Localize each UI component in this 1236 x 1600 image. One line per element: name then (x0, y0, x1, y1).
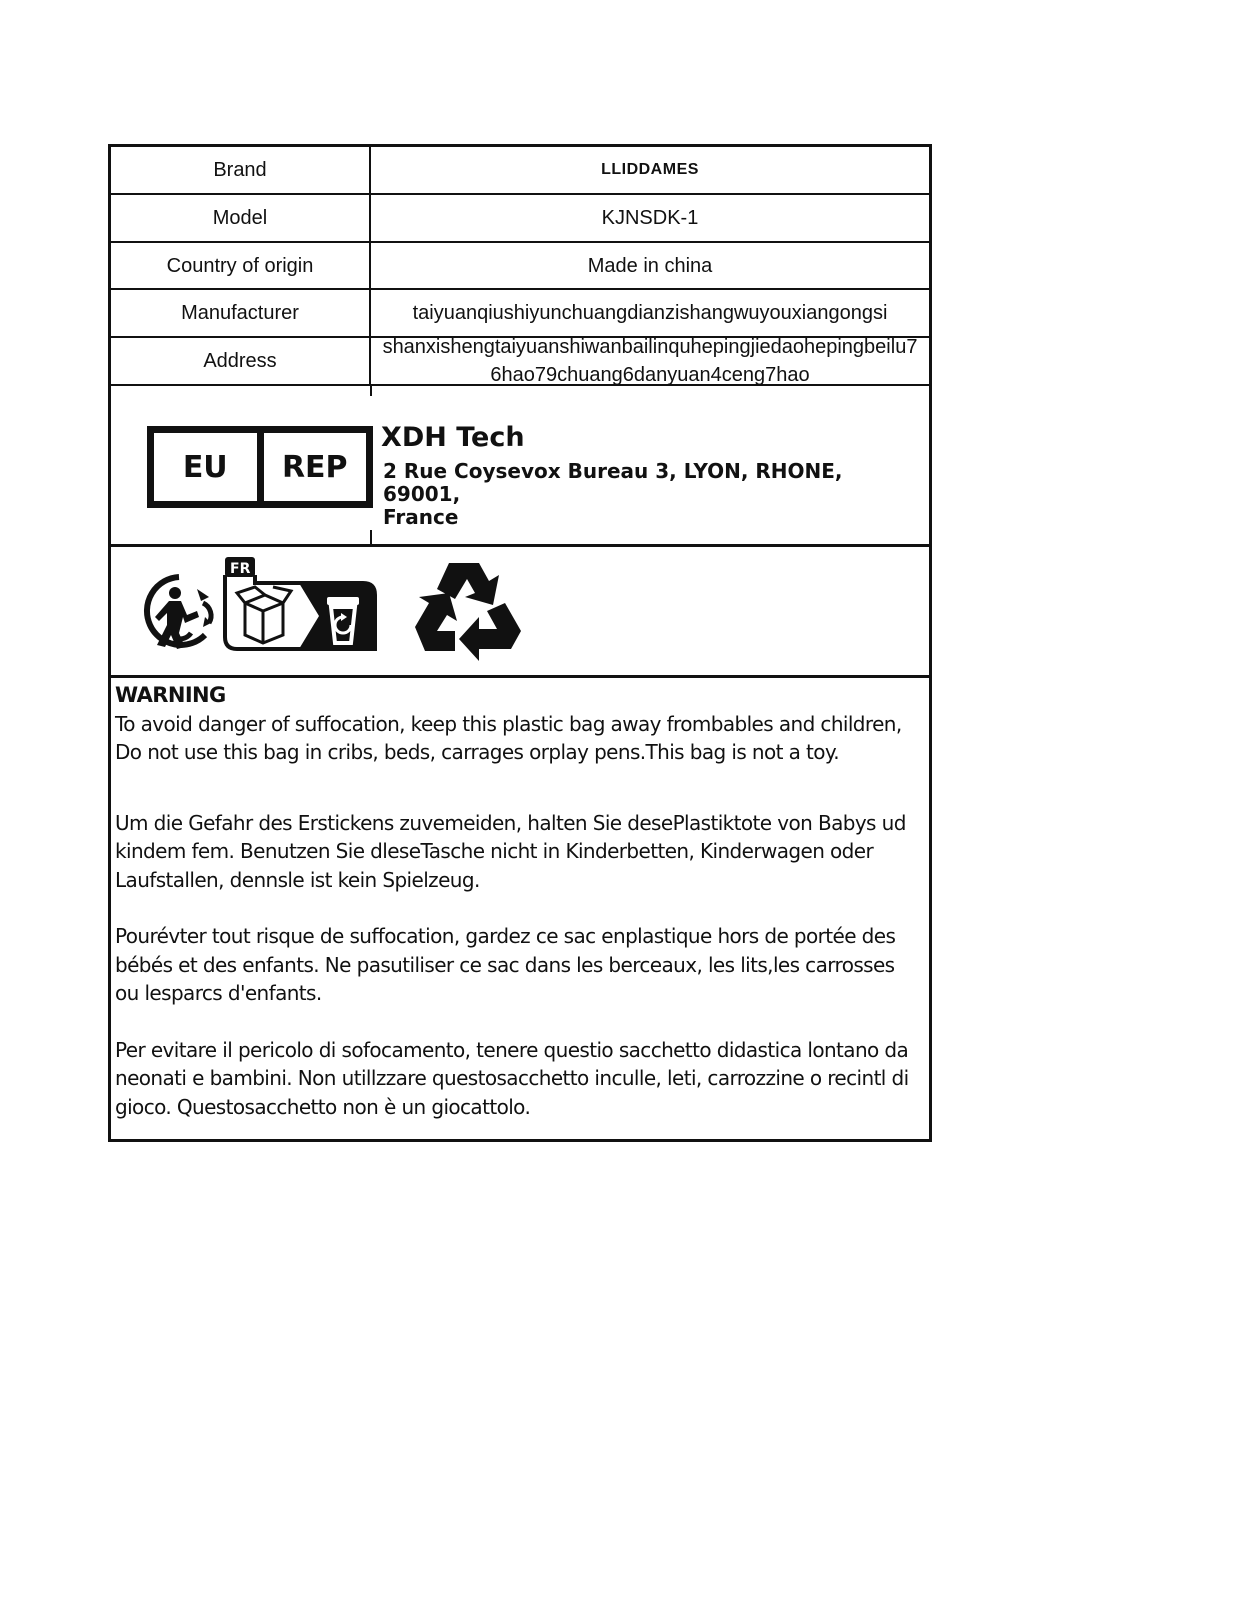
recycle-icon (409, 553, 525, 671)
eu-rep-company: XDH Tech (381, 422, 525, 453)
model-label: Model (111, 195, 371, 241)
table-row-address (111, 338, 929, 386)
divider-tick (370, 386, 372, 396)
table-row-brand (111, 147, 929, 195)
eu-rep-badge-rep: REP (281, 449, 348, 485)
eu-rep-address-line-2: France (383, 505, 459, 529)
info-tri-sorting-icon (221, 555, 381, 655)
table-row-origin (111, 243, 929, 290)
manufacturer-label: Manufacturer (111, 290, 371, 336)
warning-title: WARNING (115, 683, 226, 707)
eu-rep-badge-eu: EU (154, 433, 264, 501)
warning-text-fr: Pourévter tout risque de suffocation, gardez ce sac enplastique hors de portée des bébés et des enfants. Ne pasutiliser ce sac dans les berceaux, les lits,les carrosses ou lesparcs d'enfants. (115, 924, 896, 1005)
table-row-manufacturer (111, 290, 929, 338)
warning-text-it: Per evitare il pericolo di sofocamento, tenere questio sacchetto didastica lontano da neonati e bambini. Non utillzzare questosacchetto inculle, leti, carrozzine o recintl di gioco. Questosacchetto non è un giocattolo. (115, 1037, 909, 1119)
eu-rep-badge (147, 426, 373, 508)
model-value: KJNSDK-1 (601, 207, 699, 229)
brand-label: Brand (111, 147, 371, 193)
table-row-model (111, 195, 929, 243)
address-label: Address (111, 338, 371, 384)
warning-section (115, 681, 923, 1121)
address-value (371, 338, 929, 384)
divider-tick (370, 530, 372, 544)
recycling-icons-section (111, 547, 929, 678)
product-label (108, 144, 932, 1142)
warning-text-de: Um die Gefahr des Erstickens zuvemeiden, halten Sie desePlastiktote von Babys ud kindem fem. Benutzen Sie dleseTasche nicht in Kinderbetten, Kinderwagen oder Laufstallen, dennsle ist kein Spielzeug. (115, 810, 906, 892)
info-tri-fr-badge: FR (230, 561, 251, 577)
origin-label: Country of origin (111, 243, 371, 288)
address-line-1: shanxishengtaiyuanshiwanbailinquhepingjiedaohepingbeilu7 (382, 336, 918, 358)
warning-text-en: To avoid danger of suffocation, keep this plastic bag away frombables and children, Do not use this bag in cribs, beds, carrages orplay pens.This bag is not a toy. (115, 711, 902, 764)
origin-value: Made in china (587, 254, 713, 277)
eu-rep-address-line-1: 2 Rue Coysevox Bureau 3, LYON, RHONE, 69001, (383, 459, 843, 506)
brand-value: LLIDDAMES (601, 161, 699, 178)
eu-rep-address (383, 460, 923, 529)
manufacturer-value: taiyuanqiushiyunchuangdianzishangwuyouxiangongsi (412, 302, 888, 324)
triman-recycling-icon (139, 571, 219, 651)
eu-rep-section (111, 386, 929, 547)
address-line-2: 6hao79chuang6danyuan4ceng7hao (490, 364, 810, 386)
